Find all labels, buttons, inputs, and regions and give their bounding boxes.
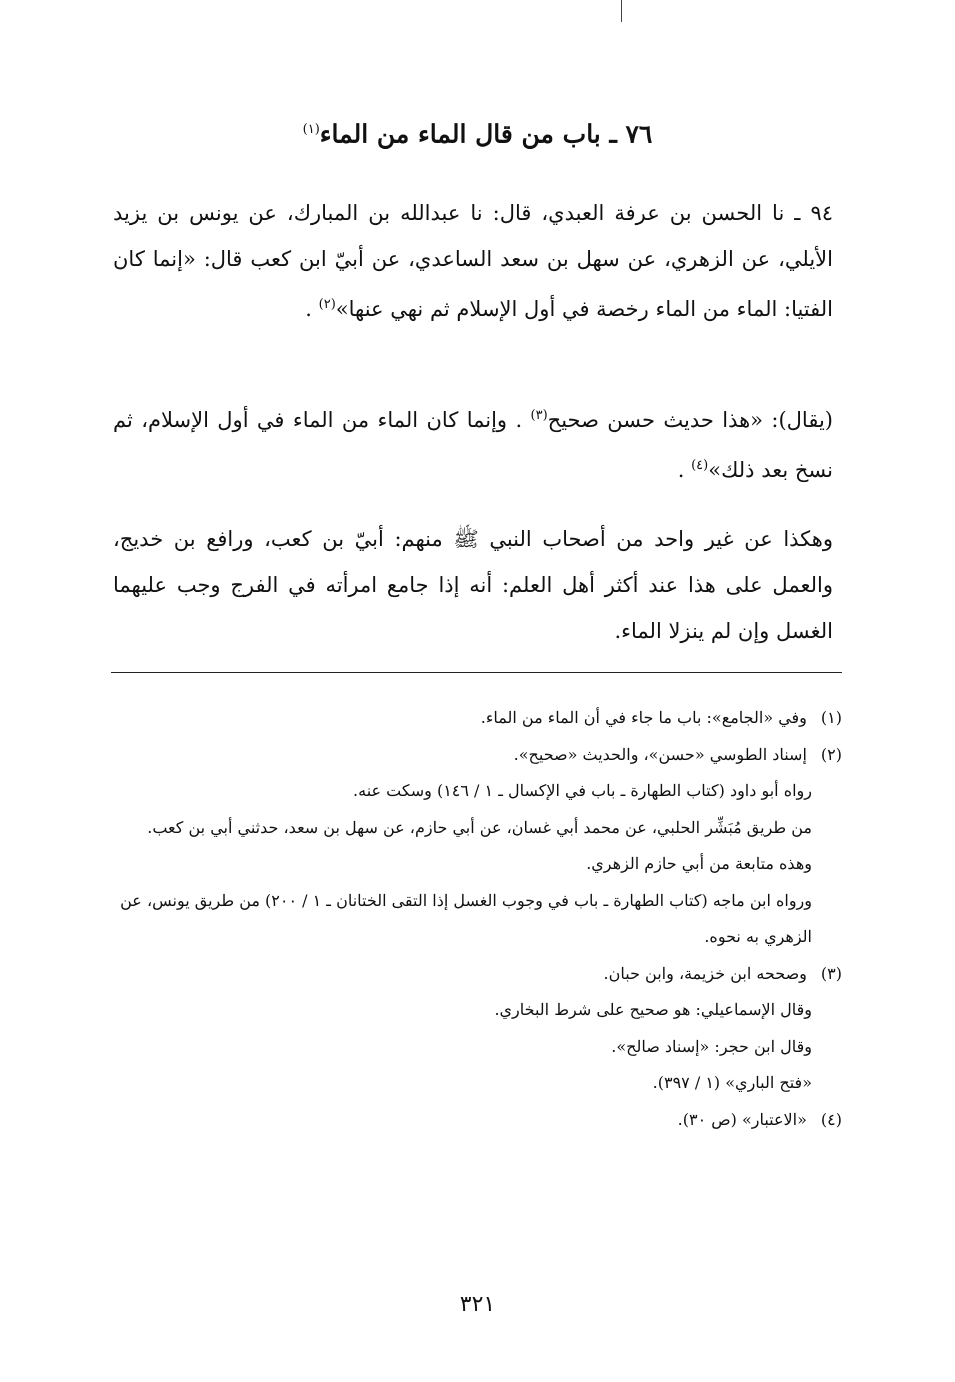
footnote-ref-2: (٢) bbox=[318, 297, 336, 312]
footnote-text: وفي «الجامع»: باب ما جاء في أن الماء من الماء. bbox=[480, 708, 807, 727]
footnote-text: «الاعتبار» (ص ٣٠). bbox=[677, 1109, 807, 1129]
hadith-paragraph bbox=[113, 190, 833, 332]
footnote-4 bbox=[107, 1102, 842, 1139]
footnote-line: وهذه متابعة من أبي حازم الزهري. bbox=[586, 854, 812, 873]
hadith-text: ٩٤ ـ نا الحسن بن عرفة العبدي، قال: نا عبدالله بن المبارك، عن يونس بن يزيد الأيلي، عن الزهري، عن سهل بن سعد الساعدي، عن أبيّ ابن كعب قال: «إنما كان الفتيا: الماء من الماء رخصة في أول الإسلام ثم نهي عنها» bbox=[113, 201, 833, 321]
footnote-ref-3: (٣) bbox=[530, 408, 548, 423]
grading-text-a: (يقال): «هذا حديث حسن صحيح bbox=[547, 408, 833, 432]
footnote-separator bbox=[111, 672, 842, 673]
commentary-paragraph bbox=[113, 516, 833, 654]
page-edge-mark bbox=[621, 0, 622, 22]
footnote-number: (٤) bbox=[820, 1109, 842, 1129]
chapter-title bbox=[0, 110, 955, 154]
footnote-text: وصححه ابن خزيمة، وابن حبان. bbox=[603, 963, 807, 983]
footnote-1 bbox=[107, 700, 842, 737]
footnote-number: (٢) bbox=[820, 744, 842, 764]
footnote-number: (١) bbox=[820, 708, 842, 727]
footnote-line: وقال ابن حجر: «إسناد صالح». bbox=[611, 1036, 812, 1056]
chapter-title-text: ٧٦ ـ باب من قال الماء من الماء bbox=[319, 119, 653, 149]
title-footnote-ref: (١) bbox=[302, 122, 320, 137]
grading-end: . bbox=[677, 458, 692, 482]
footnote-number: (٣) bbox=[820, 963, 842, 983]
footnote-3 bbox=[107, 956, 842, 993]
footnote-2 bbox=[107, 737, 842, 774]
footnote-line: وقال الإسماعيلي: هو صحيح على شرط البخاري. bbox=[494, 1000, 812, 1019]
page-number: ٣٢١ bbox=[459, 1292, 496, 1317]
commentary-text: وهكذا عن غير واحد من أصحاب النبي ﷺ منهم: أبيّ بن كعب، ورافع بن خديج، والعمل على هذا عند أكثر أهل العلم: أنه إذا جامع امرأته في الفرج وجب عليهما الغسل وإن لم ينزلا الماء. bbox=[113, 527, 833, 643]
hadith-end: . bbox=[305, 297, 319, 321]
footnote-line: رواه أبو داود (كتاب الطهارة ـ باب في الإكسال ـ ١ / ١٤٦) وسكت عنه. bbox=[353, 781, 812, 800]
footnote-line: «فتح الباري» (١ / ٣٩٧). bbox=[652, 1073, 812, 1092]
grading-paragraph bbox=[113, 393, 833, 493]
footnote-text: إسناد الطوسي «حسن»، والحديث «صحيح». bbox=[513, 744, 807, 764]
footnote-line: من طريق مُبَشِّر الحلبي، عن محمد أبي غسان، عن أبي حازم، عن سهل بن سعد، حدثني أبي بن كعب. bbox=[147, 817, 812, 837]
footnote-line: ورواه ابن ماجه (كتاب الطهارة ـ باب في وجوب الغسل إذا التقى الختانان ـ ١ / ٢٠٠) من طريق يونس، عن الزهري به نحوه. bbox=[120, 890, 812, 946]
footnote-ref-4: (٤) bbox=[691, 458, 709, 473]
grading-text-b: . وإنما كان الماء من الماء في أول الإسلام، ثم نسخ بعد ذلك» bbox=[113, 408, 833, 482]
footnotes bbox=[107, 700, 842, 1138]
